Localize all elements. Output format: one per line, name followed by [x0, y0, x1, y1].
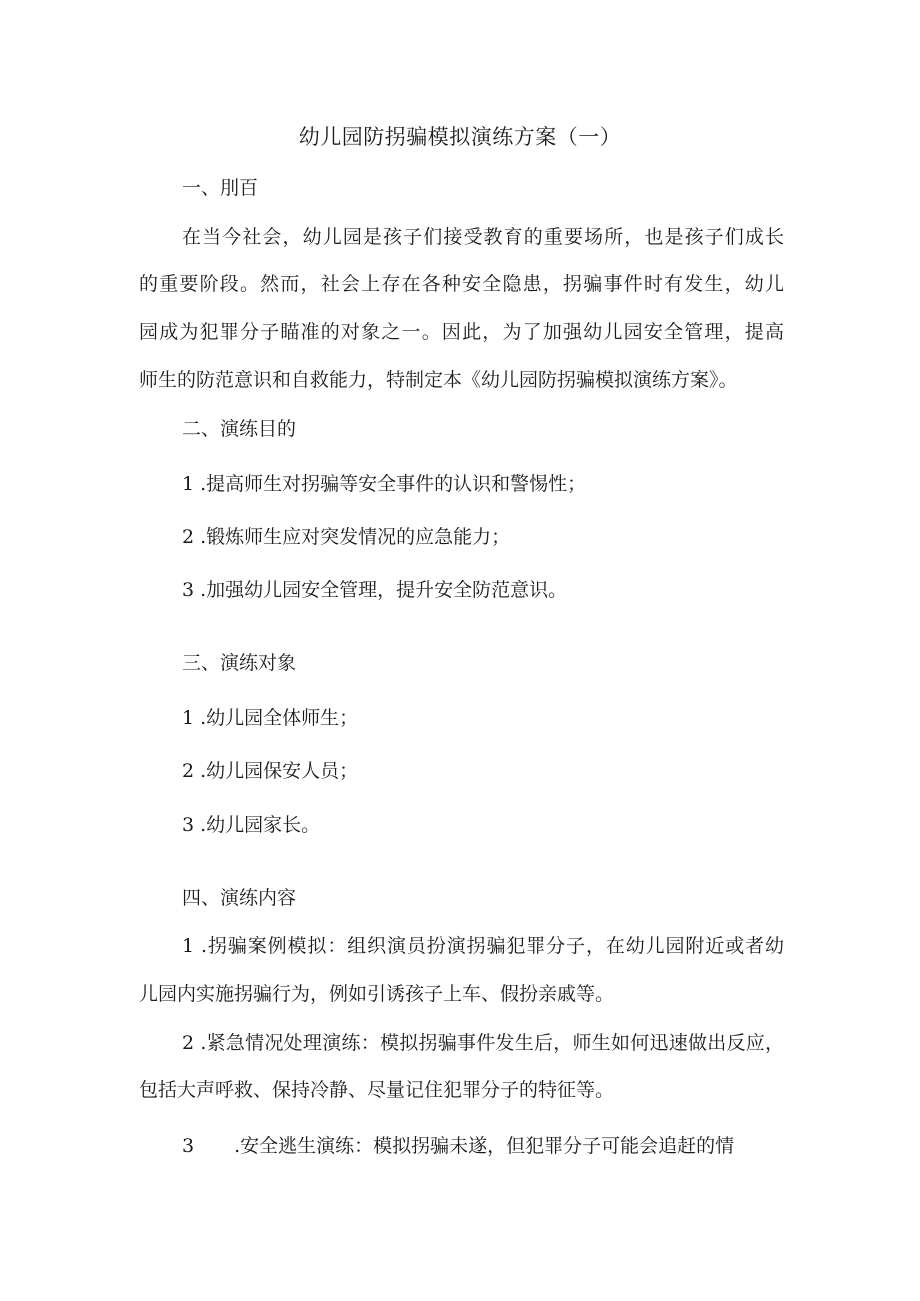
purpose-heading: 二、演练目的	[182, 418, 297, 440]
content-heading: 四、演练内容	[182, 887, 297, 909]
content-item-3	[182, 1132, 734, 1160]
content-item-1-line-2: 儿园内实施拐骗行为，例如引诱孩子上车、假扮亲戚等。	[139, 983, 615, 1005]
content-item-1-line-1: 1 .拐骗案例模拟：组织演员扮演拐骗犯罪分子，在幼儿园附近或者幼	[182, 935, 784, 957]
purpose-item-2: 2 .锻炼师生应对突发情况的应急能力；	[182, 526, 511, 548]
target-heading: 三、演练对象	[182, 652, 297, 674]
purpose-item-3: 3 .加强幼儿园安全管理，提升安全防范意识。	[182, 579, 568, 601]
content-item-2-line-1: 2 .紧急情况处理演练：模拟拐骗事件发生后，师生如何迅速做出反应，	[182, 1032, 784, 1054]
content-item-3-number: 3	[182, 1135, 195, 1157]
target-item-2: 2 .幼儿园保安人员；	[182, 760, 359, 782]
target-item-3: 3 .幼儿园家长。	[182, 814, 321, 836]
preface-line-3: 园成为犯罪分子瞄准的对象之一。因此，为了加强幼儿园安全管理，提高	[139, 321, 784, 343]
purpose-item-1: 1 .提高师生对拐骗等安全事件的认识和警惕性；	[182, 473, 587, 495]
preface-line-2: 的重要阶段。然而，社会上存在各种安全隐患，拐骗事件时有发生，幼儿	[139, 273, 784, 295]
content-item-2-line-2: 包括大声呼救、保持冷静、尽量记住犯罪分子的特征等。	[139, 1079, 615, 1101]
preface-line-4: 师生的防范意识和自救能力，特制定本《幼儿园防拐骗模拟演练方案》。	[139, 369, 738, 391]
target-item-1: 1 .幼儿园全体师生；	[182, 707, 359, 729]
preface-heading: 一、刖百	[182, 177, 259, 199]
document-title: 幼儿园防拐骗模拟演练方案（一）	[298, 125, 622, 149]
content-item-3-text: .安全逃生演练：模拟拐骗未遂，但犯罪分子可能会追赶的情	[234, 1135, 735, 1157]
preface-line-1: 在当今社会，幼儿园是孩子们接受教育的重要场所，也是孩子们成长	[182, 226, 784, 248]
